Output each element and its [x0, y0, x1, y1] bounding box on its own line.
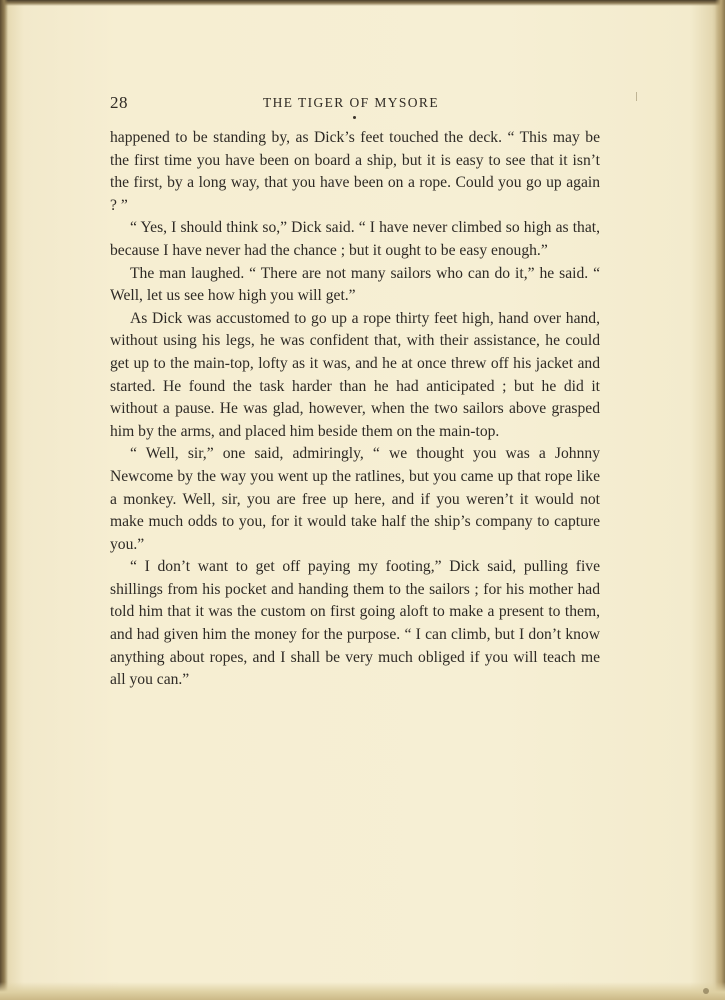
- paragraph: The man laughed. “ There are not many sailors who can do it,” he said. “ Well, let us see how high you will get.”: [110, 264, 600, 305]
- paragraph: happened to be standing by, as Dick’s feet touched the deck. “ This may be the first time you have been on board a ship, but it is easy to see that it isn’t the first, by a long way, that you have been on a rope. Could you go up again ? ”: [110, 129, 600, 214]
- paragraph: “ I don’t want to get off paying my footing,” Dick said, pulling five shillings from his pocket and handing them to the sailors ; for his mother had told him that it was the custom on first going aloft to make a present to them, and had given him the money for the purpose. “ I can climb, but I don’t know anything about ropes, and I shall be very much obliged if you will teach me all you can.”: [110, 558, 600, 689]
- page-outer-edge: [715, 0, 725, 1000]
- body-text: [110, 127, 600, 692]
- paragraph: As Dick was accustomed to go up a rope thirty feet high, hand over hand, without using his legs, he was confident that, with their assistance, he could get up to the main-top, lofty as it was, and he at once threw off his jacket and started. He found the task harder than he had anticipated ; but he did it without a pause. He was glad, however, when the two sailors above grasped him by the arms, and placed him beside them on the main-top.: [110, 309, 600, 440]
- paper-speck: [703, 988, 709, 994]
- page-bottom-edge: [0, 982, 725, 1000]
- page-top-shadow: [0, 0, 725, 6]
- paper-mark: [636, 92, 637, 101]
- page-gutter-edge: [0, 0, 8, 1000]
- paragraph: “ Yes, I should think so,” Dick said. “ I have never climbed so high as that, because I have never had the chance ; but it ought to be easy enough.”: [110, 219, 600, 259]
- running-head-ornament: [353, 116, 356, 119]
- page-number: 28: [110, 93, 128, 112]
- paragraph: “ Well, sir,” one said, admiringly, “ we thought you was a Johnny Newcome by the way you went up the ratlines, but you came up that rope like a monkey. Well, sir, you are free up here, and if you weren’t it would not make much odds to you, for it would take half the ship’s company to capture you.”: [110, 445, 600, 553]
- running-head: THE TIGER OF MYSORE: [263, 95, 439, 110]
